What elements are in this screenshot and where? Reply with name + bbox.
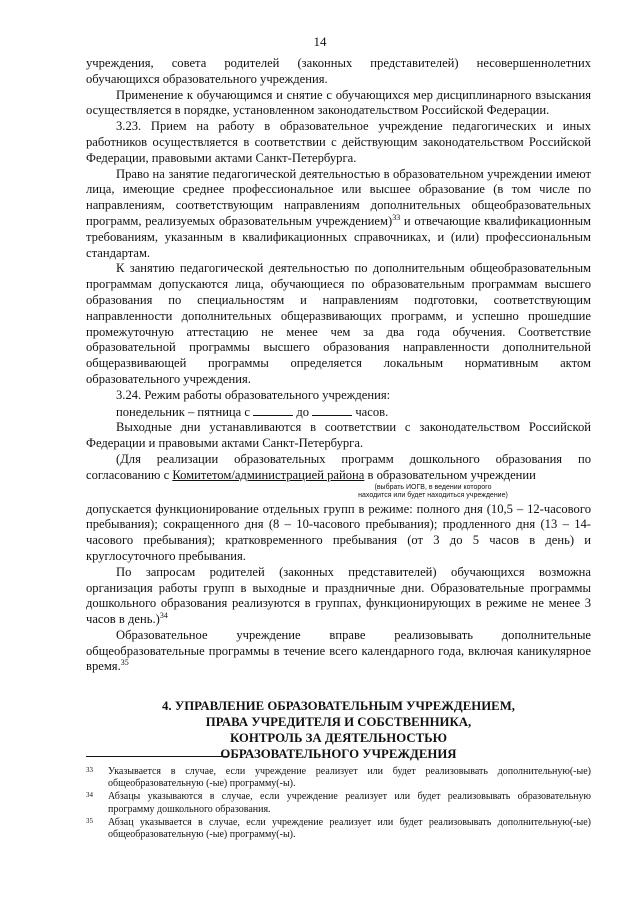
footnote-mark: 33 bbox=[86, 766, 93, 774]
schedule-from-blank bbox=[253, 404, 293, 416]
footnote-divider bbox=[86, 756, 228, 757]
footnote bbox=[86, 791, 591, 815]
paragraph-preschool-groups bbox=[86, 452, 591, 484]
schedule-end: часов. bbox=[355, 404, 389, 419]
footnote-mark: 34 bbox=[86, 791, 93, 800]
paragraph-students-teaching: К занятию педагогической деятельностью по дополнительным общеобразовательным программам допускаются лица, обучающиеся по образовательным программам высшего образования по специальностям и направлениям подготовки, соответствующим направленности дополнительных общеразвивающих программ, и успешно прошедшие промежуточную аттестацию не менее чем за два года обучения. Соответствие образовательной программы высшего образования направленности дополнительной общеразвивающей программы определяется локальным нормативным актом образовательного учреждения. bbox=[86, 261, 591, 386]
paragraph-teaching-right bbox=[86, 167, 591, 262]
document-body bbox=[86, 56, 591, 762]
paragraph-teaching-right-text: Право на занятие педагогической деятельностью в образовательном учреждении имеют лица, имеющие среднее профессиональное или высшее образование (в том числе по направлениям, соответствующим направлениям дополнительных общеобразовательных программ, реализуемых образовательным учреждением) bbox=[86, 166, 591, 228]
paragraph-weekend-groups-text: По запросам родителей (законных представителей) обучающихся возможна организация работы групп в выходные и праздничные дни. Образовательные программы дошкольного образования реализуются в группах, функционирующих в режиме не менее 3 часов в день.) bbox=[86, 564, 591, 627]
footnote-text: Абзац указывается в случае, если учреждение реализует или будет реализовывать дополнительную(-ые) общеобразовательную (-ые) программу(-ы). bbox=[108, 816, 591, 841]
schedule-line bbox=[86, 404, 591, 421]
section-heading-line: ОБРАЗОВАТЕЛЬНОГО УЧРЕЖДЕНИЯ bbox=[220, 746, 457, 761]
authority-note: (выбрать ИОГВ, в ведении которого находится или будет находиться учреждение) bbox=[358, 483, 508, 500]
section-heading-line: КОНТРОЛЬ ЗА ДЕЯТЕЛЬНОСТЬЮ bbox=[229, 730, 448, 745]
section-heading-line: 4. УПРАВЛЕНИЕ ОБРАЗОВАТЕЛЬНЫМ УЧРЕЖДЕНИЕМ, bbox=[162, 699, 515, 714]
paragraph-council: учреждения, совета родителей (законных представителей) несовершеннолетних обучающихся образовательного учреждения. bbox=[86, 56, 591, 86]
footnote-ref-35: 35 bbox=[120, 658, 129, 668]
paragraph-weekend-groups bbox=[86, 565, 591, 628]
footnote-text: Указывается в случае, если учреждение реализует или будет реализовывать дополнительную(-ые) общеобразовательную (-ые) программу(-ы). bbox=[108, 766, 591, 790]
paragraph-group-modes: допускается функционирование отдельных групп в режиме: полного дня (10,5 – 12-часового пребывания); сокращенного дня (8 – 10-часового пребывания); продленного дня (13 – 14-часового пребывания); кратковременного пребывания (от 3 до 5 часов в день) и круглосуточного пребывания. bbox=[86, 501, 591, 563]
paragraph-weekends: Выходные дни устанавливаются в соответствии с законодательством Российской Федерации и правовыми актами Санкт-Петербурга. bbox=[86, 420, 591, 451]
section-heading bbox=[86, 699, 591, 762]
section-heading-line: ПРАВА УЧРЕДИТЕЛЯ И СОБСТВЕННИКА, bbox=[205, 715, 472, 730]
paragraph-discipline: Применение к обучающимся и снятие с обучающихся мер дисциплинарного взыскания осуществляется в порядке, установленном законодательством Российской Федерации. bbox=[86, 87, 591, 118]
schedule-mid: до bbox=[296, 404, 310, 419]
footnote bbox=[86, 766, 591, 790]
footnote-ref-33: 33 bbox=[392, 212, 401, 222]
footnote-text: Абзацы указываются в случае, если учреждение реализует или будет реализовывать образовательную программу дошкольного образования. bbox=[108, 791, 591, 815]
schedule-to-blank bbox=[312, 404, 352, 416]
paragraph-teaching-right-tail: и отвечающие квалификационным требованиям, указанным в квалификационных справочниках, и (или) профессиональным стандартам. bbox=[86, 213, 591, 260]
authority-field: Комитетом/администрацией района bbox=[172, 467, 365, 482]
paragraph-3-23: 3.23. Прием на работу в образовательное учреждение педагогических и иных работников осуществляется в соответствии с действующим законодательством Российской Федерации, правовыми актами Санкт-Петербурга. bbox=[86, 119, 591, 165]
footnotes bbox=[86, 766, 591, 842]
paragraph-3-24: 3.24. Режим работы образовательного учреждения: bbox=[116, 387, 391, 402]
paragraph-preschool-end: в образовательном учреждении bbox=[364, 467, 536, 482]
schedule-start: понедельник – пятница с bbox=[116, 404, 250, 419]
paragraph-additional-programs-text: Образовательное учреждение вправе реализовывать дополнительные общеобразовательные программы в течение всего календарного года, включая каникулярное время. bbox=[86, 627, 591, 674]
authority-note-row bbox=[86, 484, 591, 502]
paragraph-additional-programs bbox=[86, 628, 591, 675]
page-number: 14 bbox=[313, 34, 327, 49]
footnote-ref-34: 34 bbox=[159, 611, 168, 621]
paragraph-preschool-start: (Для реализации образовательных программ дошкольного образования по согласованию с bbox=[86, 451, 591, 482]
footnote bbox=[86, 817, 591, 841]
footnote-mark: 35 bbox=[86, 816, 93, 825]
